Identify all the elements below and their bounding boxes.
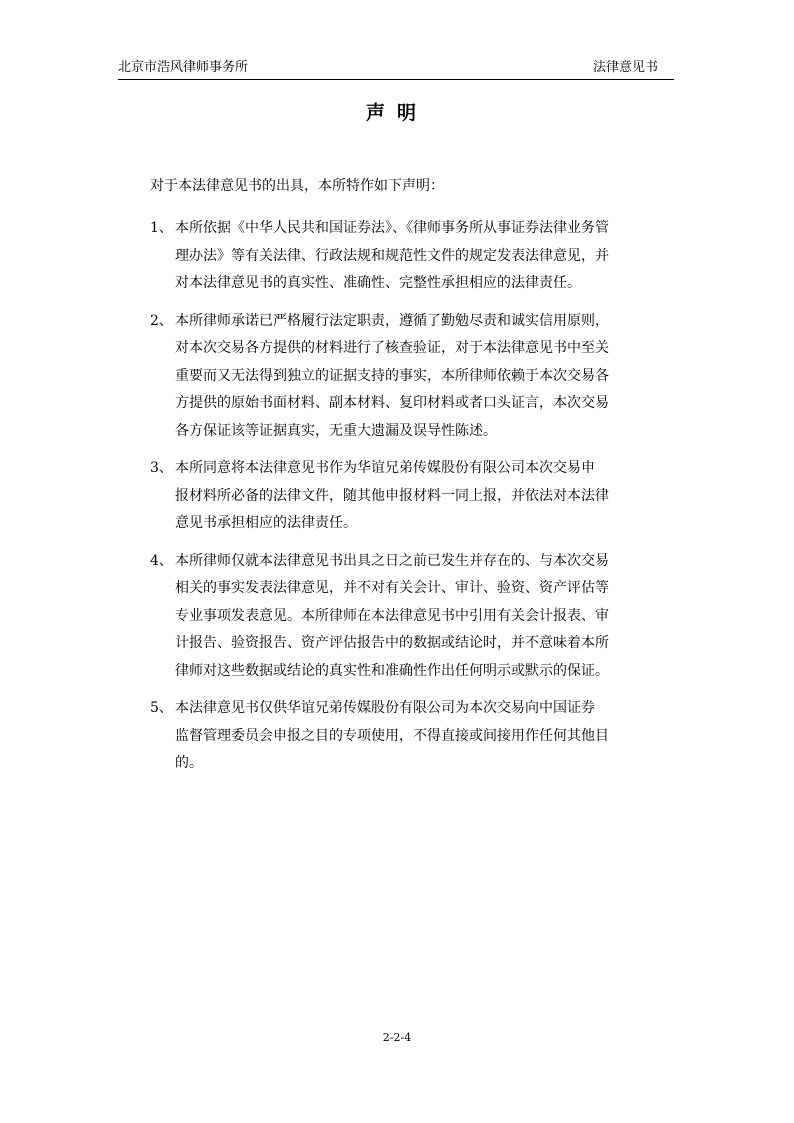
text-line: 对本法律意见书的真实性、准确性、完整性承担相应的法律责任。: [175, 275, 581, 291]
declaration-item-4: [150, 548, 674, 686]
declaration-item-3: [150, 455, 674, 538]
item-text: [175, 308, 674, 446]
text-line: 理办法》等有关法律、行政法规和规范性文件的规定发表法律意见，并: [175, 247, 609, 264]
text-line: 各方保证该等证据真实，无重大遗漏及误导性陈述。: [175, 422, 497, 439]
header-divider: [118, 79, 674, 80]
declaration-list: [150, 215, 674, 788]
item-number: 1、: [150, 220, 173, 236]
text-line: 专业事项发表意见。本所律师在本法律意见书中引用有关会计报表、审: [175, 607, 609, 624]
page-number: 2-2-4: [382, 1031, 412, 1044]
item-number: 5、: [150, 700, 173, 716]
text-line: 本法律意见书仅供华谊兄弟传媒股份有限公司为本次交易向中国证券: [175, 700, 595, 716]
item-text: [175, 548, 674, 686]
item-number: 4、: [150, 552, 173, 569]
item-text: [175, 455, 674, 538]
text-line: 意见书承担相应的法律责任。: [175, 515, 357, 531]
declaration-item-2: [150, 308, 674, 446]
text-line: 监督管理委员会申报之目的专项使用，不得直接或间接用作任何其他目: [175, 727, 609, 744]
declaration-item-1: [150, 215, 674, 298]
text-line: 对本次交易各方提供的材料进行了核查验证，对于本法律意见书中至关: [175, 340, 609, 356]
text-line: 方提供的原始书面材料、副本材料、复印材料或者口头证言，本次交易: [175, 395, 609, 411]
text-line: 重要而又无法得到独立的证据支持的事实，本所律师依赖于本次交易各: [175, 367, 609, 384]
text-line: 相关的事实发表法律意见，并不对有关会计、审计、验资、资产评估等: [175, 580, 609, 596]
text-line: 律师对这些数据或结论的真实性和准确性作出任何明示或默示的保证。: [175, 662, 609, 679]
page-title: 声明: [365, 102, 428, 124]
text-line: 的。: [175, 755, 203, 771]
item-number: 3、: [150, 460, 173, 476]
item-text: [175, 215, 674, 298]
text-line: 本所依据《中华人民共和国证券法》、《律师事务所从事证券法律业务管: [175, 220, 609, 236]
text-line: 本所同意将本法律意见书作为华谊兄弟传媒股份有限公司本次交易申: [175, 460, 595, 476]
text-line: 报材料所必备的法律文件，随其他申报材料一同上报，并依法对本法律: [175, 487, 609, 504]
item-number: 2、: [150, 312, 173, 329]
text-line: 本所律师承诺已严格履行法定职责，遵循了勤勉尽责和诚实信用原则，: [175, 312, 609, 329]
declaration-item-5: [150, 695, 674, 778]
header-document-type: 法律意见书: [592, 60, 658, 75]
intro-paragraph: 对于本法律意见书的出具，本所特作如下声明：: [150, 178, 444, 194]
header-firm-name: 北京市浩风律师事务所: [118, 60, 249, 75]
item-text: [175, 695, 674, 778]
text-line: 计报告、验资报告、资产评估报告中的数据或结论时，并不意味着本所: [175, 635, 609, 651]
page-header: [118, 58, 674, 78]
text-line: 本所律师仅就本法律意见书出具之日之前已发生并存在的、与本次交易: [175, 552, 609, 569]
